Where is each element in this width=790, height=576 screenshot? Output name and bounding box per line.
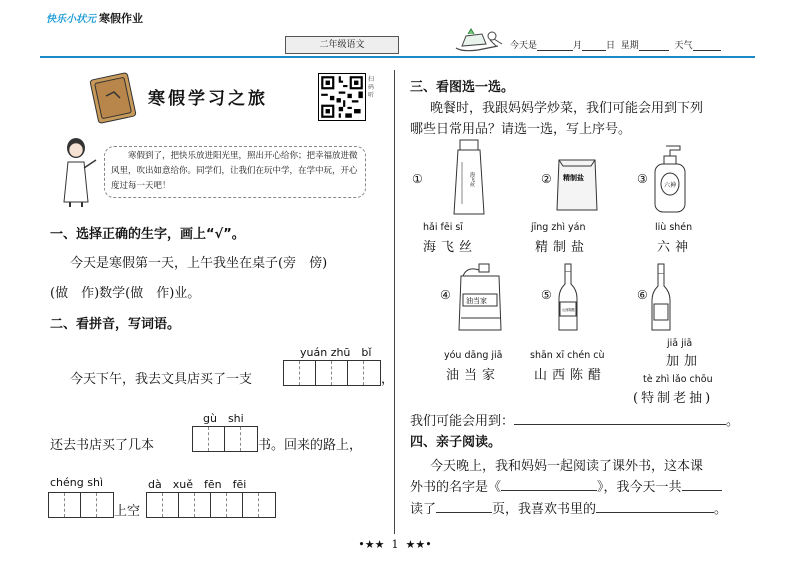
date-line	[510, 38, 721, 51]
sleigh-icon	[452, 26, 508, 54]
footer-stars-left: •★★	[358, 538, 385, 551]
item4-pinyin: yóu dāng jiā	[444, 350, 503, 361]
answer-label: 我们可能会用到：	[410, 414, 515, 429]
section4-line2	[410, 476, 722, 495]
item1-pinyin: hǎi fēi sī	[423, 222, 463, 233]
section4-line2-a: 外书的名字是《	[410, 480, 502, 495]
footer-stars-right: ★★•	[405, 538, 432, 551]
favorite-blank[interactable]	[596, 500, 714, 513]
section2-line1: 今天下午，我去文具店买了一支	[70, 372, 253, 387]
item2-word: 精制盐	[535, 240, 590, 255]
item6-pinyin2: tè zhì lǎo chōu	[643, 374, 713, 385]
brand-title: 寒假作业	[99, 12, 143, 25]
item6-word: 加加	[666, 354, 703, 369]
pinyin-gushi: gù shi	[203, 412, 244, 425]
weekday-blank[interactable]	[639, 40, 669, 51]
section4-line1: 今天晚上，我和妈妈一起阅读了课外书，这本课	[430, 459, 704, 474]
section3-line1: 晚餐时，我跟妈妈学炒菜，我们可能会用到下列	[430, 101, 704, 116]
section1-heading: 一、选择正确的生字，画上“√”。	[50, 227, 245, 242]
item3-number: ③	[637, 172, 648, 186]
item4-number: ④	[440, 288, 451, 302]
grade-label: 二年级语文	[285, 36, 399, 54]
month-blank[interactable]	[537, 40, 573, 51]
weather-blank[interactable]	[693, 40, 721, 51]
header-rule	[40, 56, 755, 58]
section3-heading: 三、看图选一选。	[410, 80, 515, 95]
book-icon	[86, 70, 142, 126]
section4-line3-a: 读了	[410, 502, 437, 517]
item3-word: 六神	[657, 240, 694, 255]
section2-line2: 还去书店买了几本	[50, 438, 155, 453]
date-label-weather: 天气	[674, 41, 693, 51]
item1-label: 海飞丝	[469, 172, 475, 187]
date-label-today: 今天是	[510, 41, 538, 51]
pinyin-yuanzhubi: yuán zhū bǐ	[300, 346, 372, 359]
item3-pinyin: liù shén	[655, 222, 693, 233]
section1-line1[interactable]: 今天是寒假第一天，上午我坐在桌子(旁 傍)	[70, 256, 328, 271]
shampoo-bottle-icon	[450, 138, 490, 218]
page-footer	[0, 538, 790, 551]
salt-bag-icon	[553, 156, 601, 214]
teacher-icon	[56, 136, 102, 208]
oil-jug-icon	[455, 262, 505, 334]
qr-caption: 扫码听	[368, 76, 375, 99]
section3-line2: 哪些日常用品？请选一选，写上序号。	[410, 122, 632, 137]
section2-line1-end: ，	[381, 372, 395, 387]
item6-pinyin: jiā jiā	[667, 338, 693, 349]
item6-number: ⑥	[637, 288, 648, 302]
item5-label: 山西陈醋	[562, 308, 575, 312]
item4-label: 油当家	[466, 297, 487, 305]
item5-word: 山西陈醋	[534, 368, 607, 383]
item5-pinyin: shān xī chén cù	[530, 350, 605, 361]
date-label-month: 月	[573, 41, 583, 51]
page-title: 寒假学习之旅	[148, 89, 268, 109]
section2-line3-mid: 上空	[114, 504, 141, 519]
item6-word2: (特制老抽)	[633, 391, 714, 406]
item2-number: ②	[541, 172, 552, 186]
item2-label: 精制盐	[563, 174, 584, 182]
speech-bubble: 寒假到了，把快乐放进阳光里，照出开心给你；把幸福放进微风里，吹出如意给你。同学们，让我们在玩中学，在学中玩，开心度过每一天吧！	[104, 146, 366, 198]
vinegar-bottle-icon	[556, 262, 580, 334]
section1-line2[interactable]: (做 作)数学(做 作)业。	[50, 286, 201, 301]
answer-line	[410, 410, 739, 429]
item3-label: 六神	[664, 182, 677, 189]
section4-heading: 四、亲子阅读。	[410, 435, 502, 450]
pages-read-blank[interactable]	[436, 500, 492, 513]
item5-number: ⑤	[541, 288, 552, 302]
pinyin-chengshi: chéng shì	[50, 476, 103, 489]
section4-line3-c: 。	[714, 502, 728, 517]
write-grid-chengshi[interactable]	[48, 492, 114, 518]
section4-line3	[410, 498, 727, 517]
answer-end: 。	[726, 414, 740, 429]
date-label-weekday: 星期	[620, 41, 639, 51]
day-blank[interactable]	[582, 40, 606, 51]
pinyin-daxuefenfei: dà xuě fēn fēi	[148, 478, 247, 491]
page-number: 1	[391, 538, 399, 551]
qr-code-icon[interactable]	[318, 73, 366, 121]
date-label-day: 日	[606, 41, 616, 51]
liushen-bottle-icon	[650, 144, 690, 216]
pages-total-blank[interactable]	[682, 478, 722, 491]
answer-blank[interactable]	[514, 412, 726, 425]
item2-pinyin: jīng zhì yán	[531, 222, 586, 233]
item1-number: ①	[412, 172, 423, 186]
column-divider	[394, 70, 395, 534]
book-name-blank[interactable]	[501, 478, 597, 491]
section4-line2-b: 》，我今天一共	[597, 480, 682, 495]
section2-heading: 二、看拼音，写词语。	[50, 317, 181, 332]
item4-word: 油当家	[446, 368, 501, 383]
write-grid-yuanzhubi[interactable]	[283, 360, 381, 386]
section2-line2-end: 书。回来的路上，	[258, 438, 363, 453]
header-brand	[46, 10, 143, 26]
soy-sauce-bottle-icon	[650, 262, 672, 334]
item1-word: 海飞丝	[423, 240, 478, 255]
write-grid-daxuefenfei[interactable]	[146, 492, 276, 518]
section4-line3-b: 页，我喜欢书里的	[492, 502, 597, 517]
brand-logo: 快乐小状元	[46, 14, 96, 25]
write-grid-gushi[interactable]	[192, 426, 258, 452]
